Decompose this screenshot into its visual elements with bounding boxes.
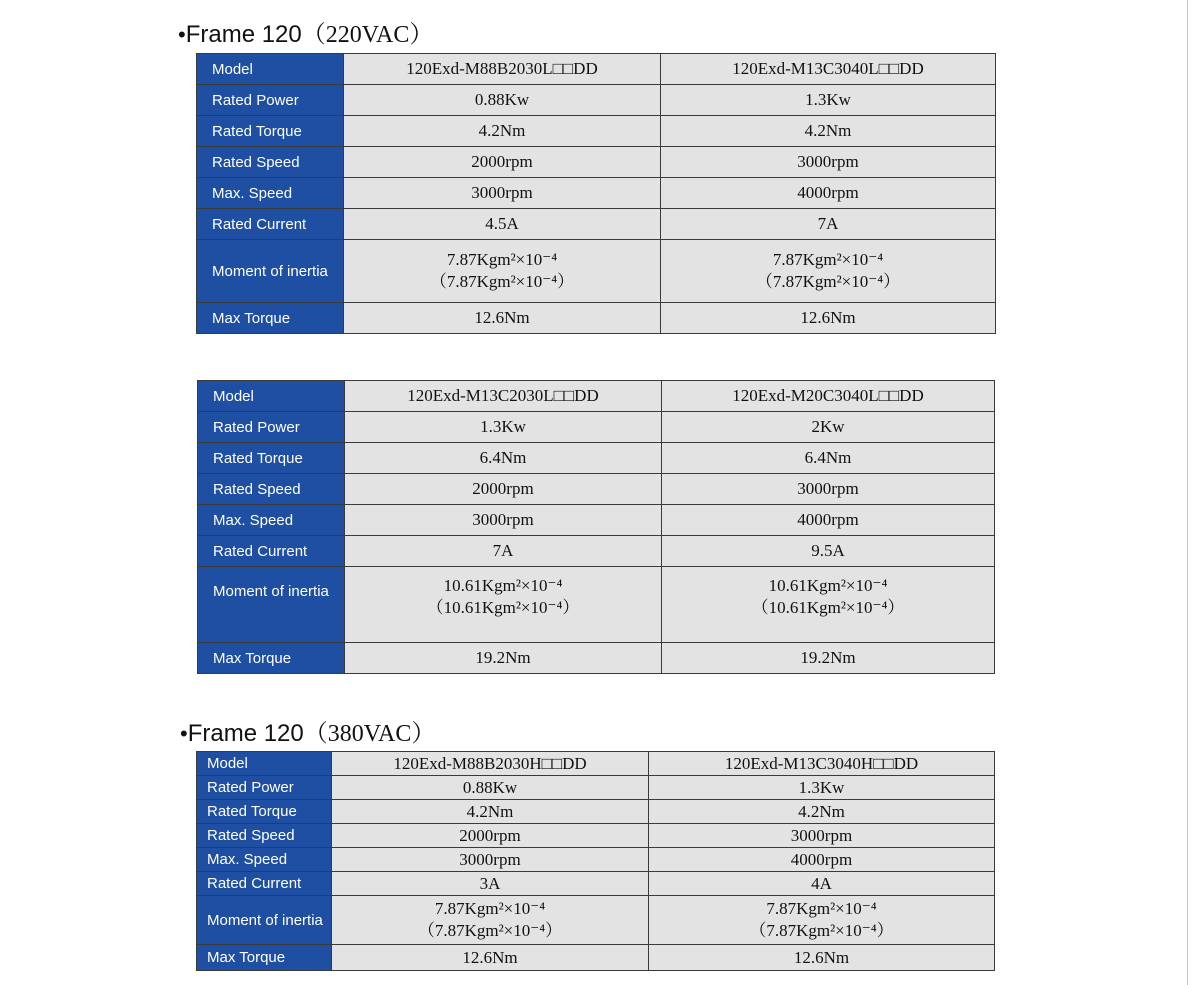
cell-max-speed: 3000rpm — [332, 848, 649, 872]
table-row-rated-torque — [197, 800, 995, 824]
inertia-value-alt: （7.87Kgm²×10⁻⁴） — [417, 921, 563, 940]
cell-rated-torque: 4.2Nm — [661, 116, 996, 147]
cell-rated-current: 7A — [345, 536, 662, 567]
table-row-inertia — [198, 567, 995, 643]
inertia-value: 10.61Kgm²×10⁻⁴ — [443, 576, 563, 595]
row-label-rated-torque: Rated Torque — [198, 443, 345, 474]
row-label-rated-power: Rated Power — [197, 776, 332, 800]
row-label-rated-current: Rated Current — [197, 872, 332, 896]
cell-inertia — [344, 240, 661, 303]
cell-rated-power: 2Kw — [662, 412, 995, 443]
cell-max-torque: 19.2Nm — [345, 643, 662, 674]
spec-table-220vac-2 — [197, 380, 995, 674]
cell-rated-speed: 3000rpm — [649, 824, 995, 848]
cell-inertia — [662, 567, 995, 643]
cell-inertia — [661, 240, 996, 303]
table-row-inertia — [197, 240, 996, 303]
cell-model: 120Exd-M13C2030L□□DD — [345, 381, 662, 412]
row-label-rated-speed: Rated Speed — [197, 824, 332, 848]
row-label-max-torque: Max Torque — [198, 643, 345, 674]
table-row-rated-current — [198, 536, 995, 567]
cell-inertia — [345, 567, 662, 643]
table-row-rated-torque — [197, 116, 996, 147]
table-row-rated-power — [197, 776, 995, 800]
cell-rated-torque: 4.2Nm — [332, 800, 649, 824]
table-row-rated-speed — [197, 147, 996, 178]
cell-rated-speed: 2000rpm — [332, 824, 649, 848]
table-row-model — [197, 752, 995, 776]
table-row-rated-torque — [198, 443, 995, 474]
cell-rated-power: 0.88Kw — [332, 776, 649, 800]
table-row-max-speed — [197, 848, 995, 872]
cell-rated-power: 0.88Kw — [344, 85, 661, 116]
section-heading-380vac — [180, 713, 435, 748]
cell-rated-current: 7A — [661, 209, 996, 240]
frame-title: Frame 120 — [185, 21, 302, 48]
cell-rated-power: 1.3Kw — [661, 85, 996, 116]
row-label-rated-speed: Rated Speed — [197, 147, 344, 178]
table-row-max-torque — [197, 945, 995, 971]
table-row-rated-power — [197, 85, 996, 116]
cell-rated-speed: 2000rpm — [344, 147, 661, 178]
cell-max-torque: 19.2Nm — [662, 643, 995, 674]
table-row-inertia — [197, 896, 995, 945]
row-label-inertia: Moment of inertia — [197, 240, 344, 303]
row-label-inertia: Moment of inertia — [197, 896, 332, 945]
cell-inertia — [332, 896, 649, 945]
table-row-rated-current — [197, 872, 995, 896]
cell-rated-current: 9.5A — [662, 536, 995, 567]
inertia-value-alt: （7.87Kgm²×10⁻⁴） — [429, 272, 575, 291]
inertia-value-alt: （10.61Kgm²×10⁻⁴） — [426, 598, 580, 617]
cell-model: 120Exd-M20C3040L□□DD — [662, 381, 995, 412]
inertia-value-alt: （10.61Kgm²×10⁻⁴） — [751, 598, 905, 617]
inertia-value: 7.87Kgm²×10⁻⁴ — [766, 899, 877, 918]
inertia-value: 10.61Kgm²×10⁻⁴ — [768, 576, 888, 595]
row-label-max-torque: Max Torque — [197, 945, 332, 971]
cell-rated-current: 4.5A — [344, 209, 661, 240]
bullet-icon: • — [180, 721, 188, 746]
cell-max-speed: 3000rpm — [345, 505, 662, 536]
section-heading-220vac — [178, 14, 433, 49]
cell-rated-speed: 3000rpm — [662, 474, 995, 505]
cell-rated-torque: 6.4Nm — [345, 443, 662, 474]
row-label-rated-power: Rated Power — [197, 85, 344, 116]
row-label-model: Model — [198, 381, 345, 412]
cell-rated-current: 3A — [332, 872, 649, 896]
table-row-rated-speed — [197, 824, 995, 848]
cell-rated-torque: 4.2Nm — [649, 800, 995, 824]
cell-max-speed: 4000rpm — [662, 505, 995, 536]
voltage-label: （220VAC） — [301, 22, 434, 48]
cell-model: 120Exd-M13C3040H□□DD — [649, 752, 995, 776]
cell-max-torque: 12.6Nm — [344, 303, 661, 334]
bullet-icon: • — [178, 22, 186, 47]
spec-table-380vac — [196, 751, 995, 971]
table-row-rated-speed — [198, 474, 995, 505]
table-row-max-torque — [198, 643, 995, 674]
cell-model: 120Exd-M13C3040L□□DD — [661, 54, 996, 85]
frame-title: Frame 120 — [187, 720, 304, 747]
row-label-max-speed: Max. Speed — [198, 505, 345, 536]
inertia-value: 7.87Kgm²×10⁻⁴ — [772, 250, 884, 269]
row-label-max-torque: Max Torque — [197, 303, 344, 334]
cell-max-torque: 12.6Nm — [649, 945, 995, 971]
cell-max-speed: 4000rpm — [649, 848, 995, 872]
page-edge-rule — [1187, 0, 1188, 985]
cell-max-torque: 12.6Nm — [332, 945, 649, 971]
voltage-label: （380VAC） — [303, 721, 436, 747]
cell-rated-power: 1.3Kw — [649, 776, 995, 800]
cell-inertia — [649, 896, 995, 945]
table-row-max-torque — [197, 303, 996, 334]
cell-model: 120Exd-M88B2030H□□DD — [332, 752, 649, 776]
row-label-max-speed: Max. Speed — [197, 178, 344, 209]
inertia-value-alt: （7.87Kgm²×10⁻⁴） — [755, 272, 901, 291]
row-label-rated-current: Rated Current — [197, 209, 344, 240]
row-label-rated-torque: Rated Torque — [197, 116, 344, 147]
table-row-max-speed — [198, 505, 995, 536]
cell-max-speed: 3000rpm — [344, 178, 661, 209]
table-row-model — [198, 381, 995, 412]
cell-max-speed: 4000rpm — [661, 178, 996, 209]
row-label-rated-torque: Rated Torque — [197, 800, 332, 824]
table-row-rated-power — [198, 412, 995, 443]
spec-table-220vac-1 — [196, 53, 996, 334]
row-label-model: Model — [197, 752, 332, 776]
cell-rated-current: 4A — [649, 872, 995, 896]
row-label-rated-power: Rated Power — [198, 412, 345, 443]
inertia-value-alt: （7.87Kgm²×10⁻⁴） — [749, 921, 894, 940]
cell-rated-torque: 6.4Nm — [662, 443, 995, 474]
inertia-value: 7.87Kgm²×10⁻⁴ — [434, 899, 546, 918]
cell-rated-torque: 4.2Nm — [344, 116, 661, 147]
table-row-max-speed — [197, 178, 996, 209]
cell-max-torque: 12.6Nm — [661, 303, 996, 334]
row-label-rated-current: Rated Current — [198, 536, 345, 567]
table-row-model — [197, 54, 996, 85]
row-label-rated-speed: Rated Speed — [198, 474, 345, 505]
inertia-value: 7.87Kgm²×10⁻⁴ — [446, 250, 558, 269]
cell-rated-speed: 2000rpm — [345, 474, 662, 505]
row-label-inertia: Moment of inertia — [198, 567, 345, 643]
row-label-model: Model — [197, 54, 344, 85]
table-row-rated-current — [197, 209, 996, 240]
cell-rated-speed: 3000rpm — [661, 147, 996, 178]
row-label-max-speed: Max. Speed — [197, 848, 332, 872]
cell-model: 120Exd-M88B2030L□□DD — [344, 54, 661, 85]
cell-rated-power: 1.3Kw — [345, 412, 662, 443]
